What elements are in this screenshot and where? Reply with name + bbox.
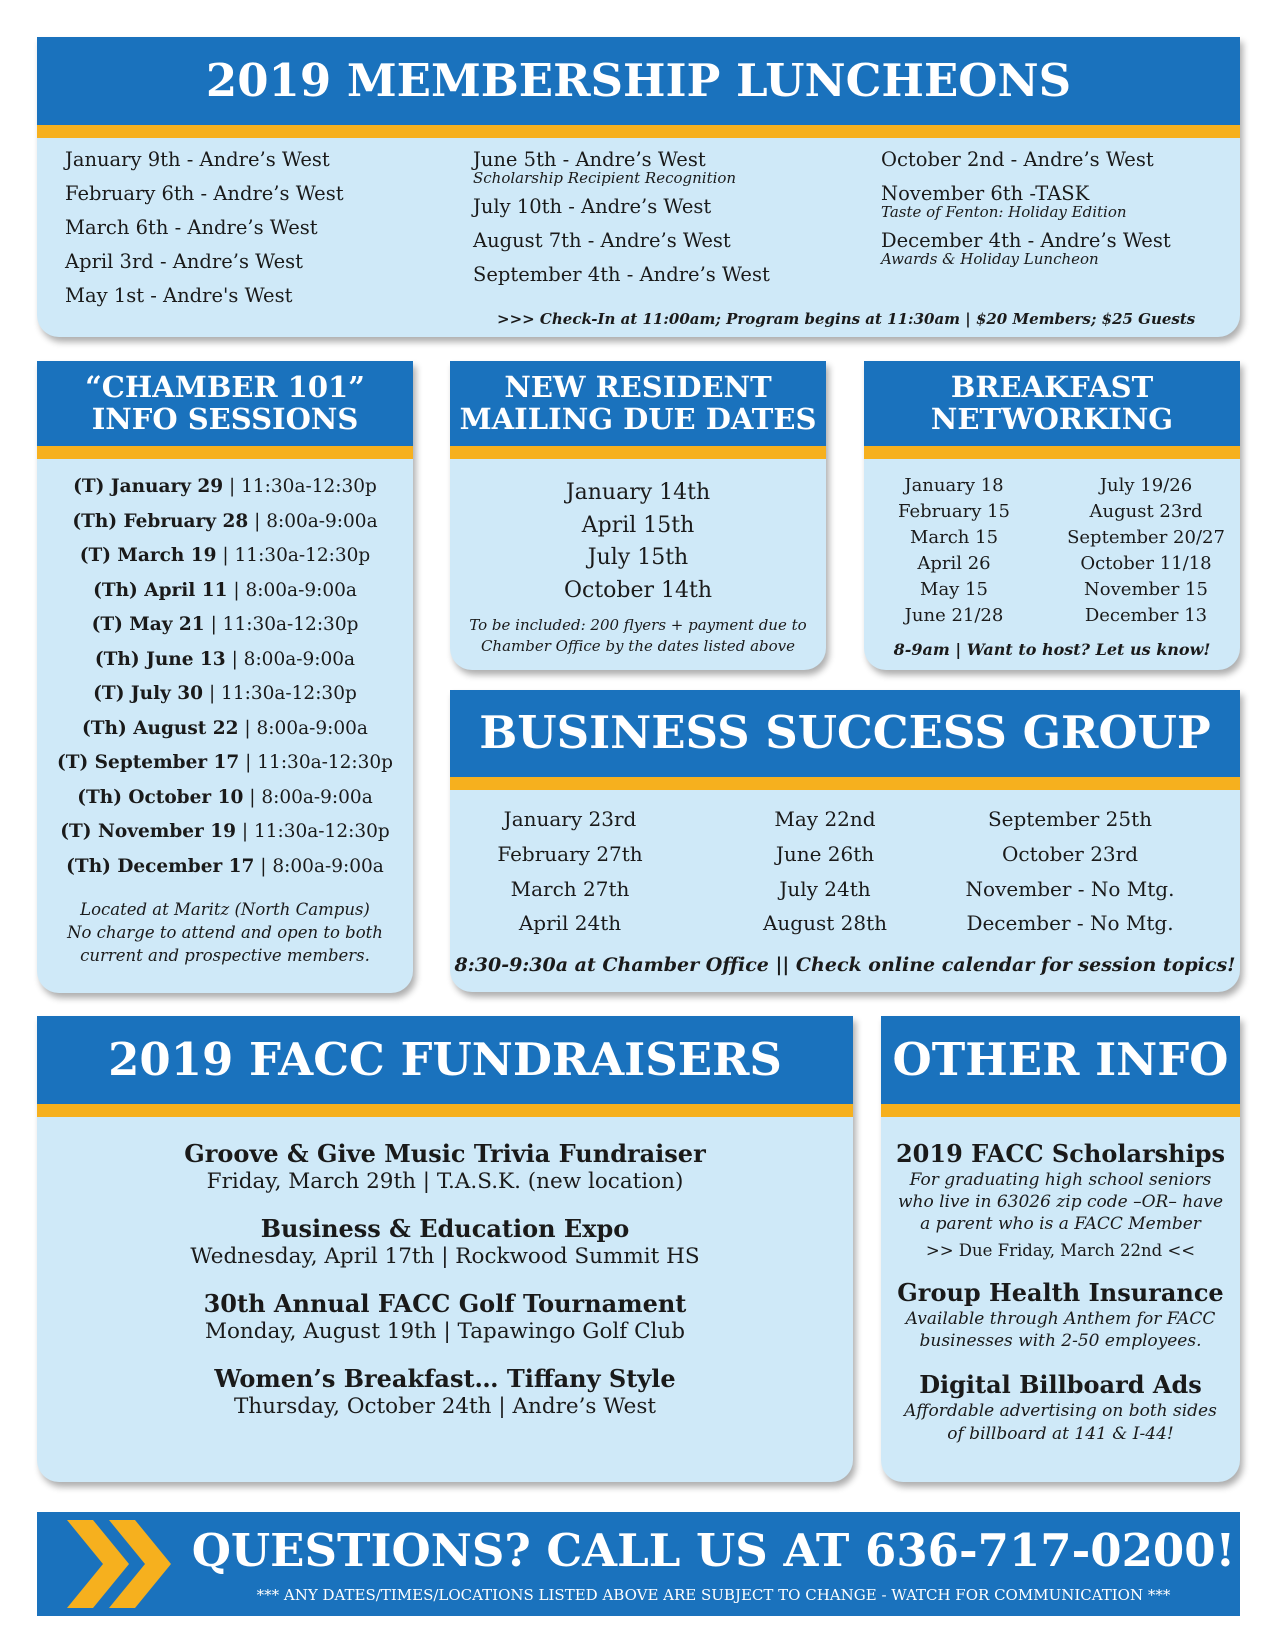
business-success-panel xyxy=(450,690,1240,992)
session-day: (Th) August 22 xyxy=(82,717,239,739)
breakfast-date: October 11/18 xyxy=(1080,553,1212,575)
fundraiser-name: 30th Annual FACC Golf Tournament xyxy=(203,1288,687,1318)
breakfast-date: May 15 xyxy=(920,579,988,601)
breakfast-date: June 21/28 xyxy=(904,605,1004,627)
due-date: October 14th xyxy=(563,577,713,603)
breakfast-date: September 20/27 xyxy=(1067,527,1225,549)
bsg-col-3 xyxy=(950,802,1190,941)
breakfast-title-line2: NETWORKING xyxy=(930,401,1174,436)
bsg-col-2 xyxy=(725,802,925,941)
scholarships-desc: who live in 63026 zip code –OR– have xyxy=(897,1192,1224,1213)
session-row xyxy=(37,511,413,546)
fundraiser-name: Groove & Give Music Trivia Fundraiser xyxy=(184,1139,706,1168)
other-info-body xyxy=(881,1117,1240,1482)
bsg-date: September 25th xyxy=(987,807,1153,831)
session-day: (Th) June 13 xyxy=(94,648,226,670)
bsg-date: October 23rd xyxy=(1001,841,1139,866)
fundraiser-name: Women’s Breakfast… Tiffany Style xyxy=(214,1363,676,1393)
due-date: July 15th xyxy=(587,545,689,571)
fundraiser-detail: Friday, March 29th | T.A.S.K. (new location) xyxy=(206,1169,684,1194)
spacer xyxy=(881,1352,1240,1370)
luncheon-date: September 4th - Andre’s West xyxy=(473,263,770,286)
session-row xyxy=(37,821,413,856)
chamber101-title xyxy=(37,361,413,459)
session-row xyxy=(37,580,413,615)
business-success-body xyxy=(450,790,1240,992)
session-time: | 8:00a-9:00a xyxy=(243,786,373,808)
due-date: April 15th xyxy=(581,512,695,538)
new-resident-title-line2: MAILING DUE DATES xyxy=(459,401,817,436)
fundraiser-detail: Thursday, October 24th | Andre’s West xyxy=(233,1393,657,1419)
scholarships-title: 2019 FACC Scholarships xyxy=(895,1139,1226,1168)
breakfast-title-line1: BREAKFAST xyxy=(950,370,1154,405)
chamber101-title-line2: INFO SESSIONS xyxy=(91,401,359,436)
session-row xyxy=(37,545,413,580)
footer-disclaimer: *** ANY DATES/TIMES/LOCATIONS LISTED ABOVE ARE SUBJECT TO CHANGE - WATCH FOR COMMUNICATION *** xyxy=(256,1586,1171,1604)
luncheons-col-3 xyxy=(881,148,1171,276)
bsg-date: November - No Mtg. xyxy=(965,876,1175,901)
billboard-desc: of billboard at 141 & I-44! xyxy=(947,1423,1174,1444)
luncheon-subtitle: Scholarship Recipient Recognition xyxy=(473,169,737,187)
session-day: (T) January 29 xyxy=(73,476,224,497)
chamber101-note-line: current and prospective members. xyxy=(80,946,370,966)
session-time: | 8:00a-9:00a xyxy=(254,855,384,877)
bsg-date: April 24th xyxy=(518,911,622,936)
health-desc: businesses with 2-50 employees. xyxy=(919,1331,1202,1352)
session-day: (Th) December 17 xyxy=(66,855,255,877)
billboard-title: Digital Billboard Ads xyxy=(919,1370,1202,1400)
breakfast-date: March 15 xyxy=(909,527,999,549)
bsg-date: August 28th xyxy=(762,911,888,936)
session-day: (T) July 30 xyxy=(93,683,204,704)
chamber101-note-line: No charge to attend and open to both xyxy=(67,923,383,943)
breakfast-date: July 19/26 xyxy=(1099,475,1193,496)
luncheon-date: June 5th - Andre’s West xyxy=(473,148,706,171)
session-time: | 11:30a-12:30p xyxy=(204,614,359,635)
session-row xyxy=(37,649,413,684)
chamber101-panel xyxy=(37,361,413,993)
chevron-arrows-icon xyxy=(67,1520,187,1608)
luncheon-date: January 9th - Andre’s West xyxy=(65,148,330,171)
scholarships-desc: a parent who is a FACC Member xyxy=(920,1214,1201,1235)
luncheon-date: July 10th - Andre’s West xyxy=(473,195,712,218)
breakfast-date: January 18 xyxy=(904,475,1004,496)
session-time: | 8:00a-9:00a xyxy=(225,648,356,670)
session-time: | 8:00a-9:00a xyxy=(227,579,357,601)
new-resident-note-line: Chamber Office by the dates listed above xyxy=(480,637,796,656)
session-day: (Th) April 11 xyxy=(93,579,228,601)
breakfast-date: November 15 xyxy=(1084,579,1208,601)
new-resident-note xyxy=(450,615,826,657)
chamber101-body xyxy=(37,459,413,993)
breakfast-date: August 23rd xyxy=(1089,501,1203,523)
bsg-date: May 22nd xyxy=(774,807,876,831)
new-resident-note-line: To be included: 200 flyers + payment due to xyxy=(469,616,807,635)
chamber101-session-list xyxy=(37,476,413,890)
chamber101-title-line1: “CHAMBER 101” xyxy=(85,370,365,405)
spacer xyxy=(881,1260,1240,1278)
breakfast-col-1 xyxy=(884,473,1024,630)
fundraiser-list xyxy=(37,1139,853,1421)
chamber101-note xyxy=(37,898,413,967)
session-row xyxy=(37,683,413,718)
scholarships-desc: For graduating high school seniors xyxy=(909,1170,1212,1190)
billboard-desc: Affordable advertising on both sides xyxy=(904,1401,1217,1422)
new-resident-panel xyxy=(450,361,826,670)
luncheon-date: December 4th - Andre’s West xyxy=(881,229,1171,252)
session-time: | 11:30a-12:30p xyxy=(239,752,394,773)
other-info-list xyxy=(881,1139,1240,1445)
luncheon-subtitle: Taste of Fenton: Holiday Edition xyxy=(881,203,1127,221)
session-time: | 11:30a-12:30p xyxy=(223,476,377,497)
breakfast-date: February 15 xyxy=(897,501,1010,523)
session-day: (T) March 19 xyxy=(79,545,217,566)
session-day: (T) May 21 xyxy=(91,614,205,635)
fundraisers-body xyxy=(37,1117,853,1482)
luncheon-subtitle: Awards & Holiday Luncheon xyxy=(881,250,1099,268)
footer-banner xyxy=(37,1512,1240,1616)
fundraiser-name: Business & Education Expo xyxy=(260,1213,630,1243)
new-resident-title-line1: NEW RESIDENT xyxy=(504,370,772,405)
session-time: | 11:30a-12:30p xyxy=(203,683,357,704)
bsg-date: July 24th xyxy=(779,876,871,901)
breakfast-date: April 26 xyxy=(917,553,991,575)
luncheon-date: April 3rd - Andre’s West xyxy=(65,250,303,273)
new-resident-title xyxy=(450,361,826,459)
luncheon-date: May 1st - Andre's West xyxy=(65,284,293,307)
bsg-col-1 xyxy=(470,802,670,941)
session-row xyxy=(37,787,413,822)
luncheons-title: 2019 MEMBERSHIP LUNCHEONS xyxy=(37,37,1240,138)
fundraisers-title: 2019 FACC FUNDRAISERS xyxy=(37,1016,853,1117)
chamber101-note-line: Located at Maritz (North Campus) xyxy=(80,900,370,919)
luncheon-date: November 6th -TASK xyxy=(881,182,1090,205)
health-desc: Available through Anthem for FACC xyxy=(905,1309,1216,1330)
session-day: (T) September 17 xyxy=(56,752,240,773)
luncheons-panel xyxy=(37,37,1240,337)
breakfast-title xyxy=(864,361,1240,459)
session-time: | 8:00a-9:00a xyxy=(248,510,378,532)
session-row xyxy=(37,614,413,649)
session-row xyxy=(37,752,413,787)
luncheons-col-2 xyxy=(473,148,770,297)
luncheon-date: October 2nd - Andre’s West xyxy=(881,148,1154,171)
session-day: (Th) February 28 xyxy=(72,510,249,532)
breakfast-panel xyxy=(864,361,1240,670)
luncheon-date: March 6th - Andre’s West xyxy=(65,216,318,239)
session-row xyxy=(37,476,413,511)
session-time: | 11:30a-12:30p xyxy=(216,545,371,566)
breakfast-note: 8-9am | Want to host? Let us know! xyxy=(893,640,1211,659)
bsg-date: December - No Mtg. xyxy=(966,911,1174,936)
luncheons-col-1 xyxy=(65,148,344,318)
footer-call-text: QUESTIONS? CALL US AT 636-717-0200! xyxy=(191,1524,1236,1577)
new-resident-dates xyxy=(450,477,826,607)
luncheon-date: February 6th - Andre’s West xyxy=(65,182,344,205)
other-info-title: OTHER INFO xyxy=(881,1016,1240,1117)
session-day: (T) November 19 xyxy=(60,821,236,842)
breakfast-col-2 xyxy=(1056,473,1236,630)
fundraiser-detail: Wednesday, April 17th | Rockwood Summit HS xyxy=(190,1243,700,1269)
session-row xyxy=(37,856,413,891)
due-date: January 14th xyxy=(565,480,711,505)
luncheon-date: August 7th - Andre’s West xyxy=(473,229,731,252)
session-row xyxy=(37,718,413,753)
bsg-date: February 27th xyxy=(497,841,643,866)
new-resident-body xyxy=(450,459,826,670)
bsg-date: June 26th xyxy=(775,841,875,866)
other-info-panel xyxy=(881,1016,1240,1482)
business-success-note: 8:30-9:30a at Chamber Office || Check online calendar for session topics! xyxy=(454,954,1236,976)
scholarships-due: >> Due Friday, March 22nd << xyxy=(925,1241,1196,1261)
session-time: | 11:30a-12:30p xyxy=(235,821,390,842)
fundraisers-panel xyxy=(37,1016,853,1482)
fundraiser-detail: Monday, August 19th | Tapawingo Golf Club xyxy=(204,1318,686,1344)
bsg-date: March 27th xyxy=(510,876,630,901)
bsg-date: January 23rd xyxy=(503,807,637,831)
luncheons-note: >>> Check-In at 11:00am; Program begins at 11:30am | $20 Members; $25 Guests xyxy=(497,310,1196,328)
session-day: (Th) October 10 xyxy=(77,786,244,808)
business-success-title: BUSINESS SUCCESS GROUP xyxy=(450,690,1240,790)
breakfast-body xyxy=(864,459,1240,670)
breakfast-date: December 13 xyxy=(1084,605,1208,627)
session-time: | 8:00a-9:00a xyxy=(238,717,368,739)
luncheons-body xyxy=(37,138,1240,337)
health-title: Group Health Insurance xyxy=(897,1278,1224,1308)
